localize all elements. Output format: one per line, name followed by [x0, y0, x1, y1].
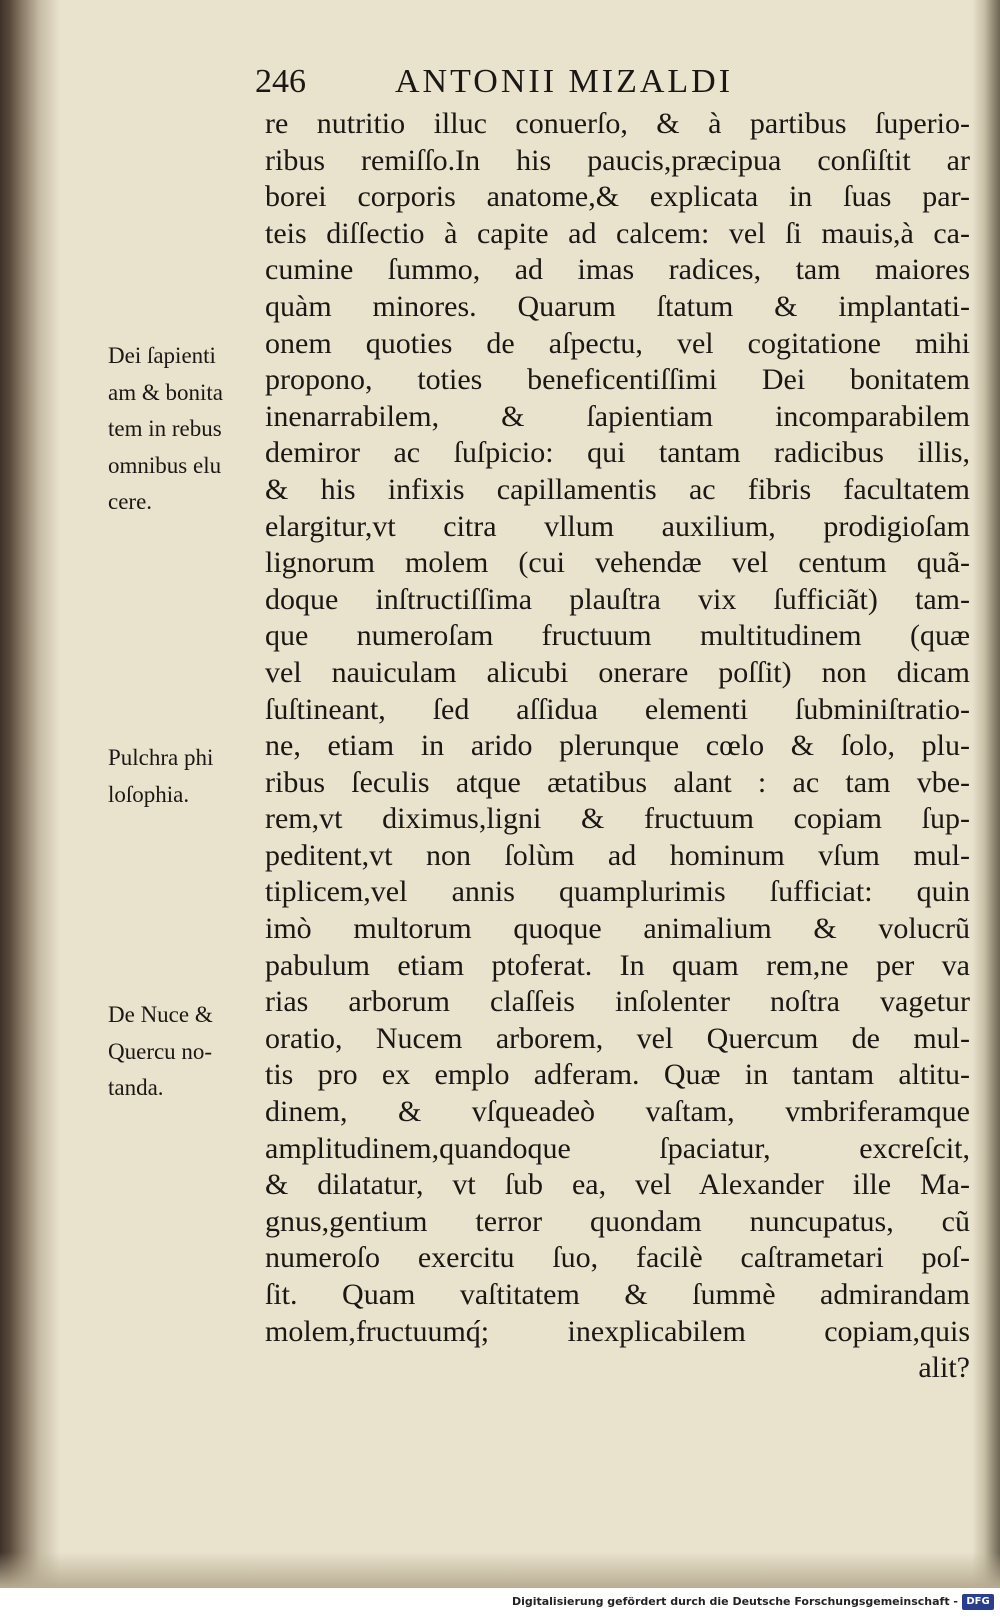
- text-line: doque inſtructiſſima plauſtra vix ſufficiãt) tam-: [265, 582, 970, 616]
- text-line: ſit. Quam vaſtitatem & ſummè admirandam: [265, 1278, 970, 1311]
- funding-credit: Digitalisierung gefördert durch die Deutsche Forschungsgemeinschaft -: [511, 1595, 958, 1608]
- text-line: inenarrabilem, & ſapientiam incomparabilem: [265, 399, 970, 433]
- text-line: vel nauiculam alicubi onerare poſſit) non dicam: [265, 655, 970, 689]
- text-line: amplitudinem,quandoque ſpaciatur, excreſcit,: [265, 1131, 970, 1165]
- text-line: elargitur,vt citra vllum auxilium, prodigioſam: [265, 509, 970, 543]
- page-edge: [972, 0, 1000, 1588]
- margin-note-de-nuce: [108, 997, 266, 1107]
- margin-note-line: loſophia.: [108, 781, 190, 807]
- text-line: dinem, & vſqueadeò vaſtam, vmbriferamque: [265, 1095, 970, 1129]
- text-line: teis diſſectio à capite ad calcem: vel ſi mauis,à ca-: [265, 216, 970, 250]
- margin-note-line: Pulchra phi: [108, 745, 214, 770]
- text-line: re nutritio illuc conuerſo, & à partibus ſuperio-: [265, 107, 970, 140]
- text-line: ne, etiam in arido plerunque cœlo & ſolo, plu-: [265, 729, 970, 763]
- margin-note-dei-sapientia: [108, 338, 266, 521]
- margin-note-line: omnibus elu: [108, 452, 222, 478]
- body-text: [265, 106, 970, 1387]
- text-line: peditent,vt non ſolùm ad hominum vſum mul-: [265, 838, 970, 872]
- text-line: propono, toties beneficentiſſimi Dei bonitatem: [265, 363, 970, 397]
- text-line: tis pro ex emplo adferam. Quæ in tantam altitu-: [265, 1058, 970, 1092]
- margin-note-line: Dei ſapienti: [108, 343, 216, 368]
- text-line: molem,fructuumq́; inexplicabilem copiam,quis: [265, 1314, 970, 1348]
- text-line: & dilatatur, vt ſub ea, vel Alexander ille Ma-: [265, 1168, 970, 1202]
- text-line: & his infixis capillamentis ac fibris facultatem: [265, 472, 970, 506]
- text-line: imò multorum quoque animalium & volucrũ: [265, 912, 970, 946]
- dfg-logo: DFG: [962, 1594, 994, 1610]
- page-bottom-edge: [0, 1552, 1000, 1588]
- binding-shadow: [0, 0, 60, 1588]
- catchword: alit?: [918, 1351, 970, 1385]
- text-line: onem quoties de aſpectu, vel cogitatione mihi: [265, 326, 970, 360]
- text-line: ſuſtineant, ſed aſſidua elementi ſubminiſtratio-: [265, 692, 970, 726]
- text-line: cumine ſummo, ad imas radices, tam maiores: [265, 253, 970, 287]
- text-line: demiror ac ſuſpicio: qui tantam radicibus illis,: [265, 436, 970, 470]
- text-line: quàm minores. Quarum ſtatum & implantati-: [265, 289, 970, 323]
- margin-note-line: De Nuce &: [108, 1002, 213, 1027]
- text-line: ribus ſeculis atque ætatibus alant : ac tam vbe-: [265, 765, 970, 799]
- text-line: ribus remiſſo.In his paucis,præcipua conſiſtit ar: [265, 143, 970, 177]
- margin-note-line: tanda.: [108, 1075, 164, 1101]
- text-line: oratio, Nucem arborem, vel Quercum de mul-: [265, 1021, 970, 1055]
- text-line: rem,vt diximus,ligni & fructuum copiam ſup-: [265, 802, 970, 836]
- margin-note-line: tem in rebus: [108, 416, 222, 442]
- margin-note-line: am & bonita: [108, 379, 223, 405]
- text-line: rias arborum claſſeis inſolenter noſtra vagetur: [265, 985, 970, 1019]
- margin-note-line: Quercu no-: [108, 1038, 213, 1064]
- text-line: lignorum molem (cui vehendæ vel centum quã-: [265, 546, 970, 580]
- text-line: gnus,gentium terror quondam nuncupatus, cũ: [265, 1204, 970, 1238]
- margin-note-pulchra-philosophia: [108, 740, 266, 813]
- digitization-footer: [0, 1588, 1000, 1618]
- margin-note-line: cere.: [108, 489, 153, 515]
- text-line: borei corporis anatome,& explicata in ſuas par-: [265, 180, 970, 214]
- running-head: ANTONII MIZALDI: [395, 63, 734, 100]
- text-line: pabulum etiam ptoferat. In quam rem,ne per va: [265, 948, 970, 982]
- page-number: 246: [255, 63, 306, 100]
- text-line: tiplicem,vel annis quamplurimis ſufficiat: quin: [265, 875, 970, 909]
- text-line: que numeroſam fructuum multitudinem (quæ: [265, 619, 970, 653]
- page-header: [255, 60, 975, 104]
- text-line: numeroſo exercitu ſuo, facilè caſtrametari poſ-: [265, 1241, 970, 1275]
